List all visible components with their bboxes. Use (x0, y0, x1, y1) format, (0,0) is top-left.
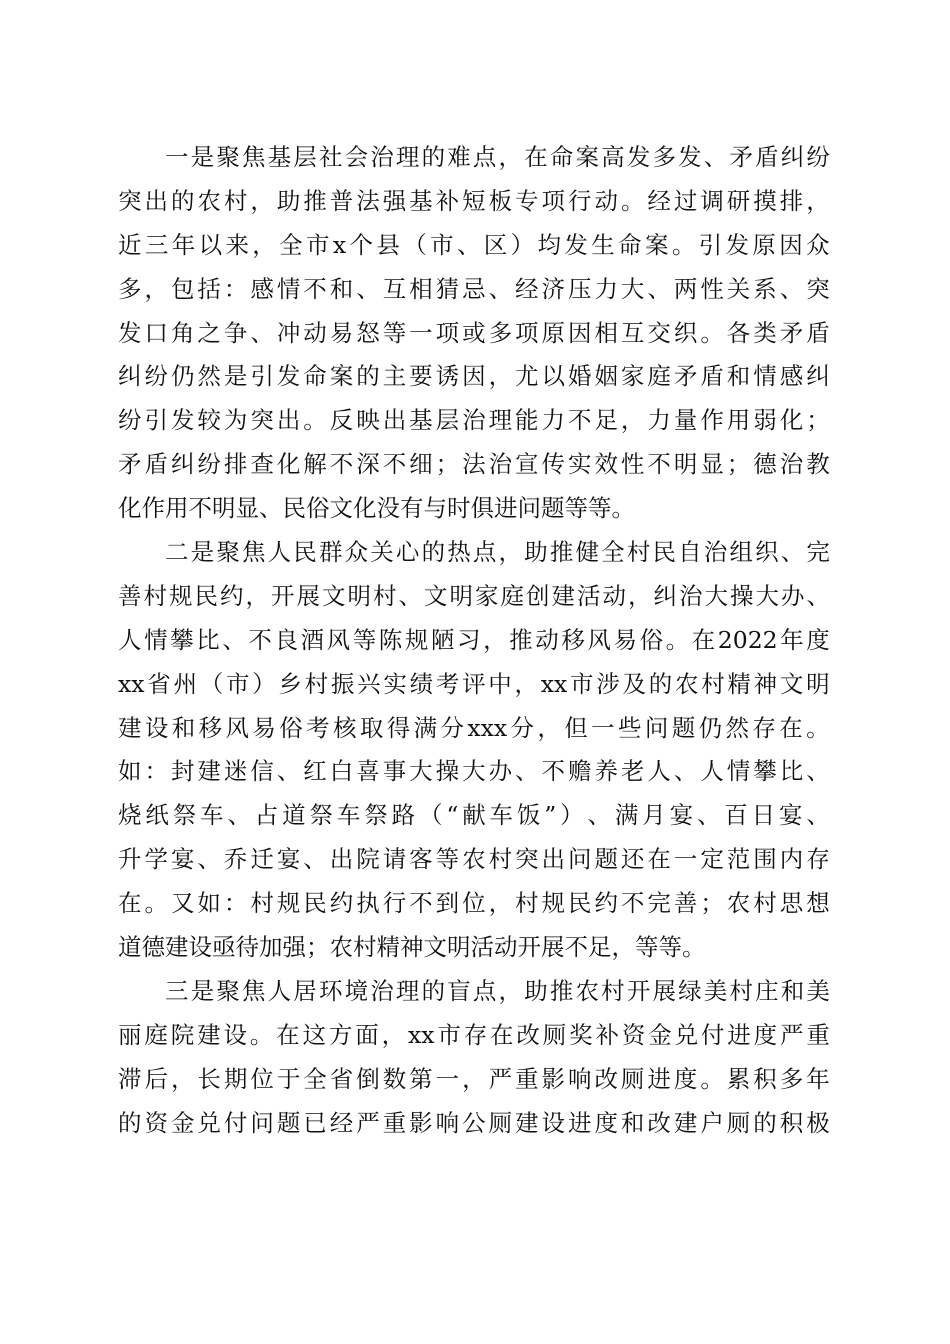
paragraph-1 (118, 136, 830, 531)
text-line (118, 926, 830, 970)
line-text: 的 资 金 兑 付 问 题 已 经 严 重 影 响 公 厕 建 设 进 度 和 改 建 户 厕 的 积 极 (118, 1108, 830, 1137)
line-text: 纷 引 发 较 为 突 出 。 反 映 出 基 层 治 理 能 力 不 足 ， 力 量 作 用 弱 化 ； (118, 406, 830, 435)
text-line (118, 531, 830, 575)
text-line (118, 399, 830, 443)
line-text: 如 ： 封 建 迷 信 、 红 白 喜 事 大 操 大 办 、 不 赡 养 老 人 、 人 情 攀 比 、 (118, 757, 830, 786)
text-line (118, 575, 830, 619)
text-line (118, 355, 830, 399)
text-line (118, 663, 830, 707)
line-text: 滞 后 ， 长 期 位 于 全 省 倒 数 第 一 ， 严 重 影 响 改 厕 进 度 。 累 积 多 年 (118, 1064, 830, 1093)
line-text: 善 村 规 民 约 ， 开 展 文 明 村 、 文 明 家 庭 创 建 活 动 ， 纠 治 大 操 大 办 、 (118, 581, 830, 610)
line-text: 近 三 年 以 来 ， 全 市 x 个 县 （ 市 、 区 ） 均 发 生 命 案 。 引 发 原 因 众 (118, 230, 830, 259)
text-line (118, 443, 830, 487)
line-text: 升 学 宴 、 乔 迁 宴 、 出 院 请 客 等 农 村 突 出 问 题 还 在 一 定 范 围 内 存 (118, 845, 830, 874)
line-text: 多 ， 包 括 ： 感 情 不 和 、 互 相 猜 忌 、 经 济 压 力 大 、 两 性 关 系 、 突 (118, 274, 830, 303)
line-text: 三 是 聚 焦 人 居 环 境 治 理 的 盲 点 ， 助 推 农 村 开 展 绿 美 村 庄 和 美 (165, 976, 830, 1005)
line-text: 道德建设亟待加强；农村精神文明活动开展不足，等等。 (118, 933, 706, 962)
text-line (118, 750, 830, 794)
text-line (118, 619, 830, 663)
paragraph-3 (118, 970, 830, 1146)
text-line (118, 180, 830, 224)
line-text: xx 省 州 （ 市 ） 乡 村 振 兴 实 绩 考 评 中 ， xx 市 涉 及 的 农 村 精 神 文 明 (118, 669, 830, 698)
text-line (118, 707, 830, 751)
line-text: 二 是 聚 焦 人 民 群 众 关 心 的 热 点 ， 助 推 健 全 村 民 自 治 组 织 、 完 (165, 538, 830, 567)
paragraph-2 (118, 531, 830, 970)
line-text: 矛 盾 纠 纷 排 查 化 解 不 深 不 细 ； 法 治 宣 传 实 效 性 不 明 显 ； 德 治 教 (118, 450, 830, 479)
line-text: 人 情 攀 比 、 不 良 酒 风 等 陈 规 陋 习 ， 推 动 移 风 易 俗 。 在 2022 年 度 (118, 625, 830, 654)
line-text: 一 是 聚 焦 基 层 社 会 治 理 的 难 点 ， 在 命 案 高 发 多 发 、 矛 盾 纠 纷 (165, 143, 830, 171)
text-line (118, 1102, 830, 1146)
text-line (118, 1058, 830, 1102)
text-line (118, 136, 830, 180)
line-text: 发 口 角 之 争 、 冲 动 易 怒 等 一 项 或 多 项 原 因 相 互 交 织 。 各 类 矛 盾 (118, 318, 830, 347)
text-line (118, 487, 830, 531)
document-body (118, 136, 830, 1145)
line-text: 纠 纷 仍 然 是 引 发 命 案 的 主 要 诱 因 ， 尤 以 婚 姻 家 庭 矛 盾 和 情 感 纠 (118, 362, 830, 391)
text-line (118, 794, 830, 838)
line-text: 化作用不明显、民俗文化没有与时俱进问题等等。 (118, 494, 635, 523)
text-line (118, 838, 830, 882)
line-text: 在 。 又 如 ： 村 规 民 约 执 行 不 到 位 ， 村 规 民 约 不 完 善 ； 农 村 思 想 (118, 889, 830, 918)
text-line (118, 882, 830, 926)
text-line (118, 268, 830, 312)
line-text: 建 设 和 移 风 易 俗 考 核 取 得 满 分 xxx 分 ， 但 一 些 问 题 仍 然 存 在 。 (118, 713, 830, 742)
line-text: 丽 庭 院 建 设 。 在 这 方 面 ， xx 市 存 在 改 厕 奖 补 资 金 兑 付 进 度 严 重 (118, 1020, 830, 1049)
line-text: 突 出 的 农 村 ， 助 推 普 法 强 基 补 短 板 专 项 行 动 。 经 过 调 研 摸 排 ， (118, 186, 830, 215)
text-line (118, 224, 830, 268)
text-line (118, 970, 830, 1014)
text-line (118, 1014, 830, 1058)
text-line (118, 312, 830, 356)
line-text: 烧 纸 祭 车 、 占 道 祭 车 祭 路 （ “ 献 车 饭 ” ） 、 满 月 宴 、 百 日 宴 、 (118, 801, 830, 830)
